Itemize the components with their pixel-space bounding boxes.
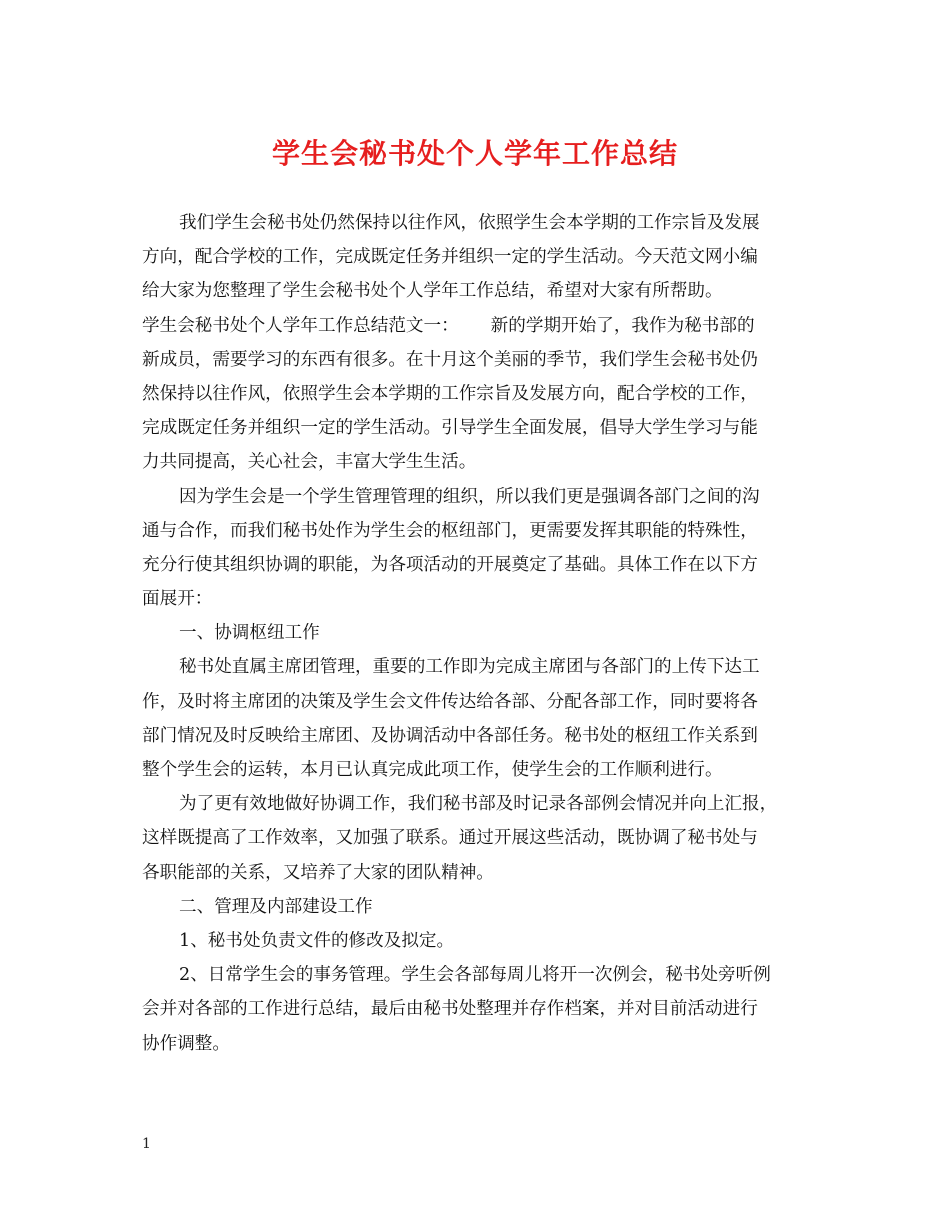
- section-heading: 一、协调枢纽工作: [179, 623, 320, 644]
- document-body: [142, 206, 808, 1061]
- paragraph-line: 部门情况及时反映给主席团、及协调活动中各部任务。秘书处的枢纽工作关系到: [142, 725, 758, 746]
- list-item: 1、秘书处负责文件的修改及拟定。: [179, 930, 455, 951]
- paragraph-line: 会并对各部的工作进行总结，最后由秘书处整理并存作档案，并对目前活动进行: [142, 999, 758, 1020]
- list-item: 2、日常学生会的事务管理。学生会各部每周儿将开一次例会，秘书处旁听例: [179, 965, 771, 986]
- paragraph-line: 新成员，需要学习的东西有很多。在十月这个美丽的季节，我们学生会秘书处仍: [142, 349, 758, 370]
- paragraph-line: 完成既定任务并组织一定的学生活动。引导学生全面发展，倡导大学生学习与能: [142, 418, 758, 439]
- paragraph-line: 充分行使其组织协调的职能，为各项活动的开展奠定了基础。具体工作在以下方: [142, 554, 758, 575]
- page-number: 1: [142, 1136, 151, 1152]
- paragraph-line: 通与合作，而我们秘书处作为学生会的枢纽部门，更需要发挥其职能的特殊性，: [142, 520, 758, 541]
- paragraph-line: 面展开：: [142, 589, 213, 610]
- paragraph-line: 力共同提高，关心社会，丰富大学生生活。: [142, 452, 477, 473]
- document-title: 学生会秘书处个人学年工作总结: [271, 137, 678, 170]
- paragraph-line: 秘书处直属主席团管理，重要的工作即为完成主席团与各部门的上传下达工: [179, 657, 760, 678]
- paragraph-line: 给大家为您整理了学生会秘书处个人学年工作总结，希望对大家有所帮助。: [142, 281, 723, 302]
- paragraph-line: 协作调整。: [142, 1033, 230, 1054]
- paragraph-line: 整个学生会的运转，本月已认真完成此项工作，使学生会的工作顺利进行。: [142, 760, 723, 780]
- section-heading: 二、管理及内部建设工作: [179, 896, 373, 917]
- paragraph-line: 作，及时将主席团的决策及学生会文件传达给各部、分配各部工作，同时要将各: [142, 691, 758, 712]
- paragraph-line: 这样既提高了工作效率，又加强了联系。通过开展这些活动，既协调了秘书处与: [142, 828, 758, 849]
- paragraph-line: 我们学生会秘书处仍然保持以往作风，依照学生会本学期的工作宗旨及发展: [179, 213, 760, 233]
- paragraph-line: 为了更有效地做好协调工作，我们秘书部及时记录各部例会情况并向上汇报，: [179, 794, 778, 815]
- paragraph-line: 各职能部的关系，又培养了大家的团队精神。: [142, 862, 494, 883]
- paragraph-line: 学生会秘书处个人学年工作总结范文一： 新的学期开始了，我作为秘书部的: [142, 315, 755, 336]
- paragraph-line: 因为学生会是一个学生管理管理的组织，所以我们更是强调各部门之间的沟: [179, 486, 760, 507]
- paragraph-line: 方向，配合学校的工作，完成既定任务并组织一定的学生活动。今天范文网小编: [142, 247, 758, 268]
- paragraph-line: 然保持以往作风，依照学生会本学期的工作宗旨及发展方向，配合学校的工作，: [142, 383, 758, 404]
